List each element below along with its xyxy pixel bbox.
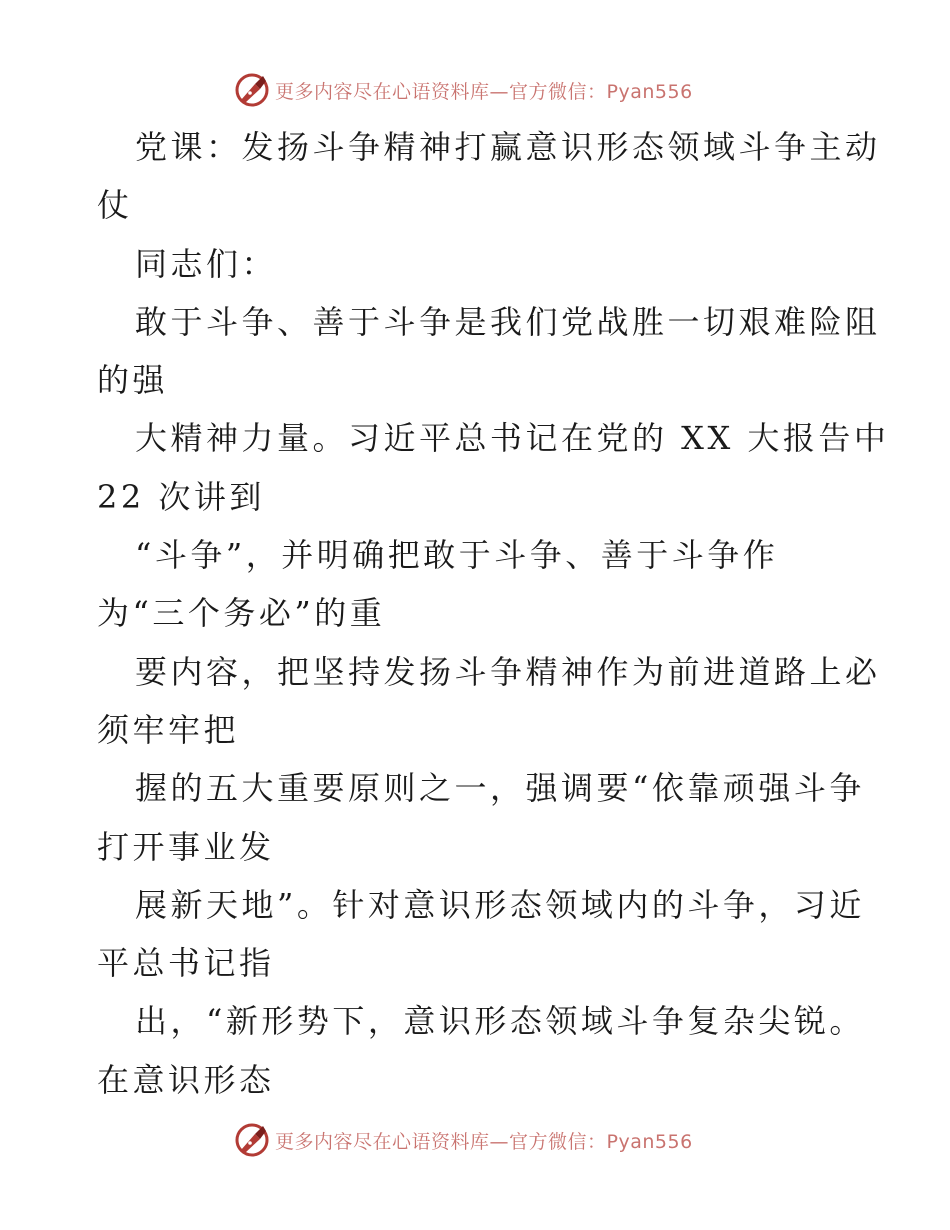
text-line: 平总书记指	[97, 944, 275, 983]
text-line: 在意识形态	[97, 1060, 275, 1099]
text-line: 出，“新形势下，意识形态领域斗争复杂尖锐。	[135, 1002, 865, 1041]
header-watermark	[232, 70, 693, 110]
footer-watermark	[232, 1120, 693, 1160]
text-line: 须牢牢把	[97, 710, 240, 749]
text-line: 22 次讲到	[97, 477, 265, 516]
pen-logo-icon	[232, 70, 272, 110]
text-line: 同志们：	[135, 244, 278, 283]
text-line: 握的五大重要原则之一，强调要“依靠顽强斗争	[135, 769, 865, 808]
text-line: 仗	[97, 186, 133, 225]
text-line: 敢于斗争、善于斗争是我们党战胜一切艰难险阻	[135, 302, 881, 341]
text-line: 大精神力量。习近平总书记在党的 XX 大报告中	[135, 419, 890, 458]
watermark-text: 更多内容尽在心语资料库—官方微信：Pyan556	[275, 80, 693, 103]
text-line: 为“三个务必”的重	[97, 594, 386, 633]
text-line: 党课：发扬斗争精神打赢意识形态领域斗争主动	[135, 128, 881, 166]
document-body	[97, 118, 890, 1109]
text-line: 打开事业发	[97, 827, 275, 866]
text-line: 要内容，把坚持发扬斗争精神作为前进道路上必	[135, 652, 881, 691]
text-line: 的强	[97, 361, 169, 400]
pen-logo-icon	[232, 1120, 272, 1160]
text-line: “斗争”，并明确把敢于斗争、善于斗争作	[135, 536, 779, 575]
watermark-text: 更多内容尽在心语资料库—官方微信：Pyan556	[275, 1130, 693, 1153]
text-line: 展新天地”。针对意识形态领域内的斗争，习近	[135, 885, 865, 924]
